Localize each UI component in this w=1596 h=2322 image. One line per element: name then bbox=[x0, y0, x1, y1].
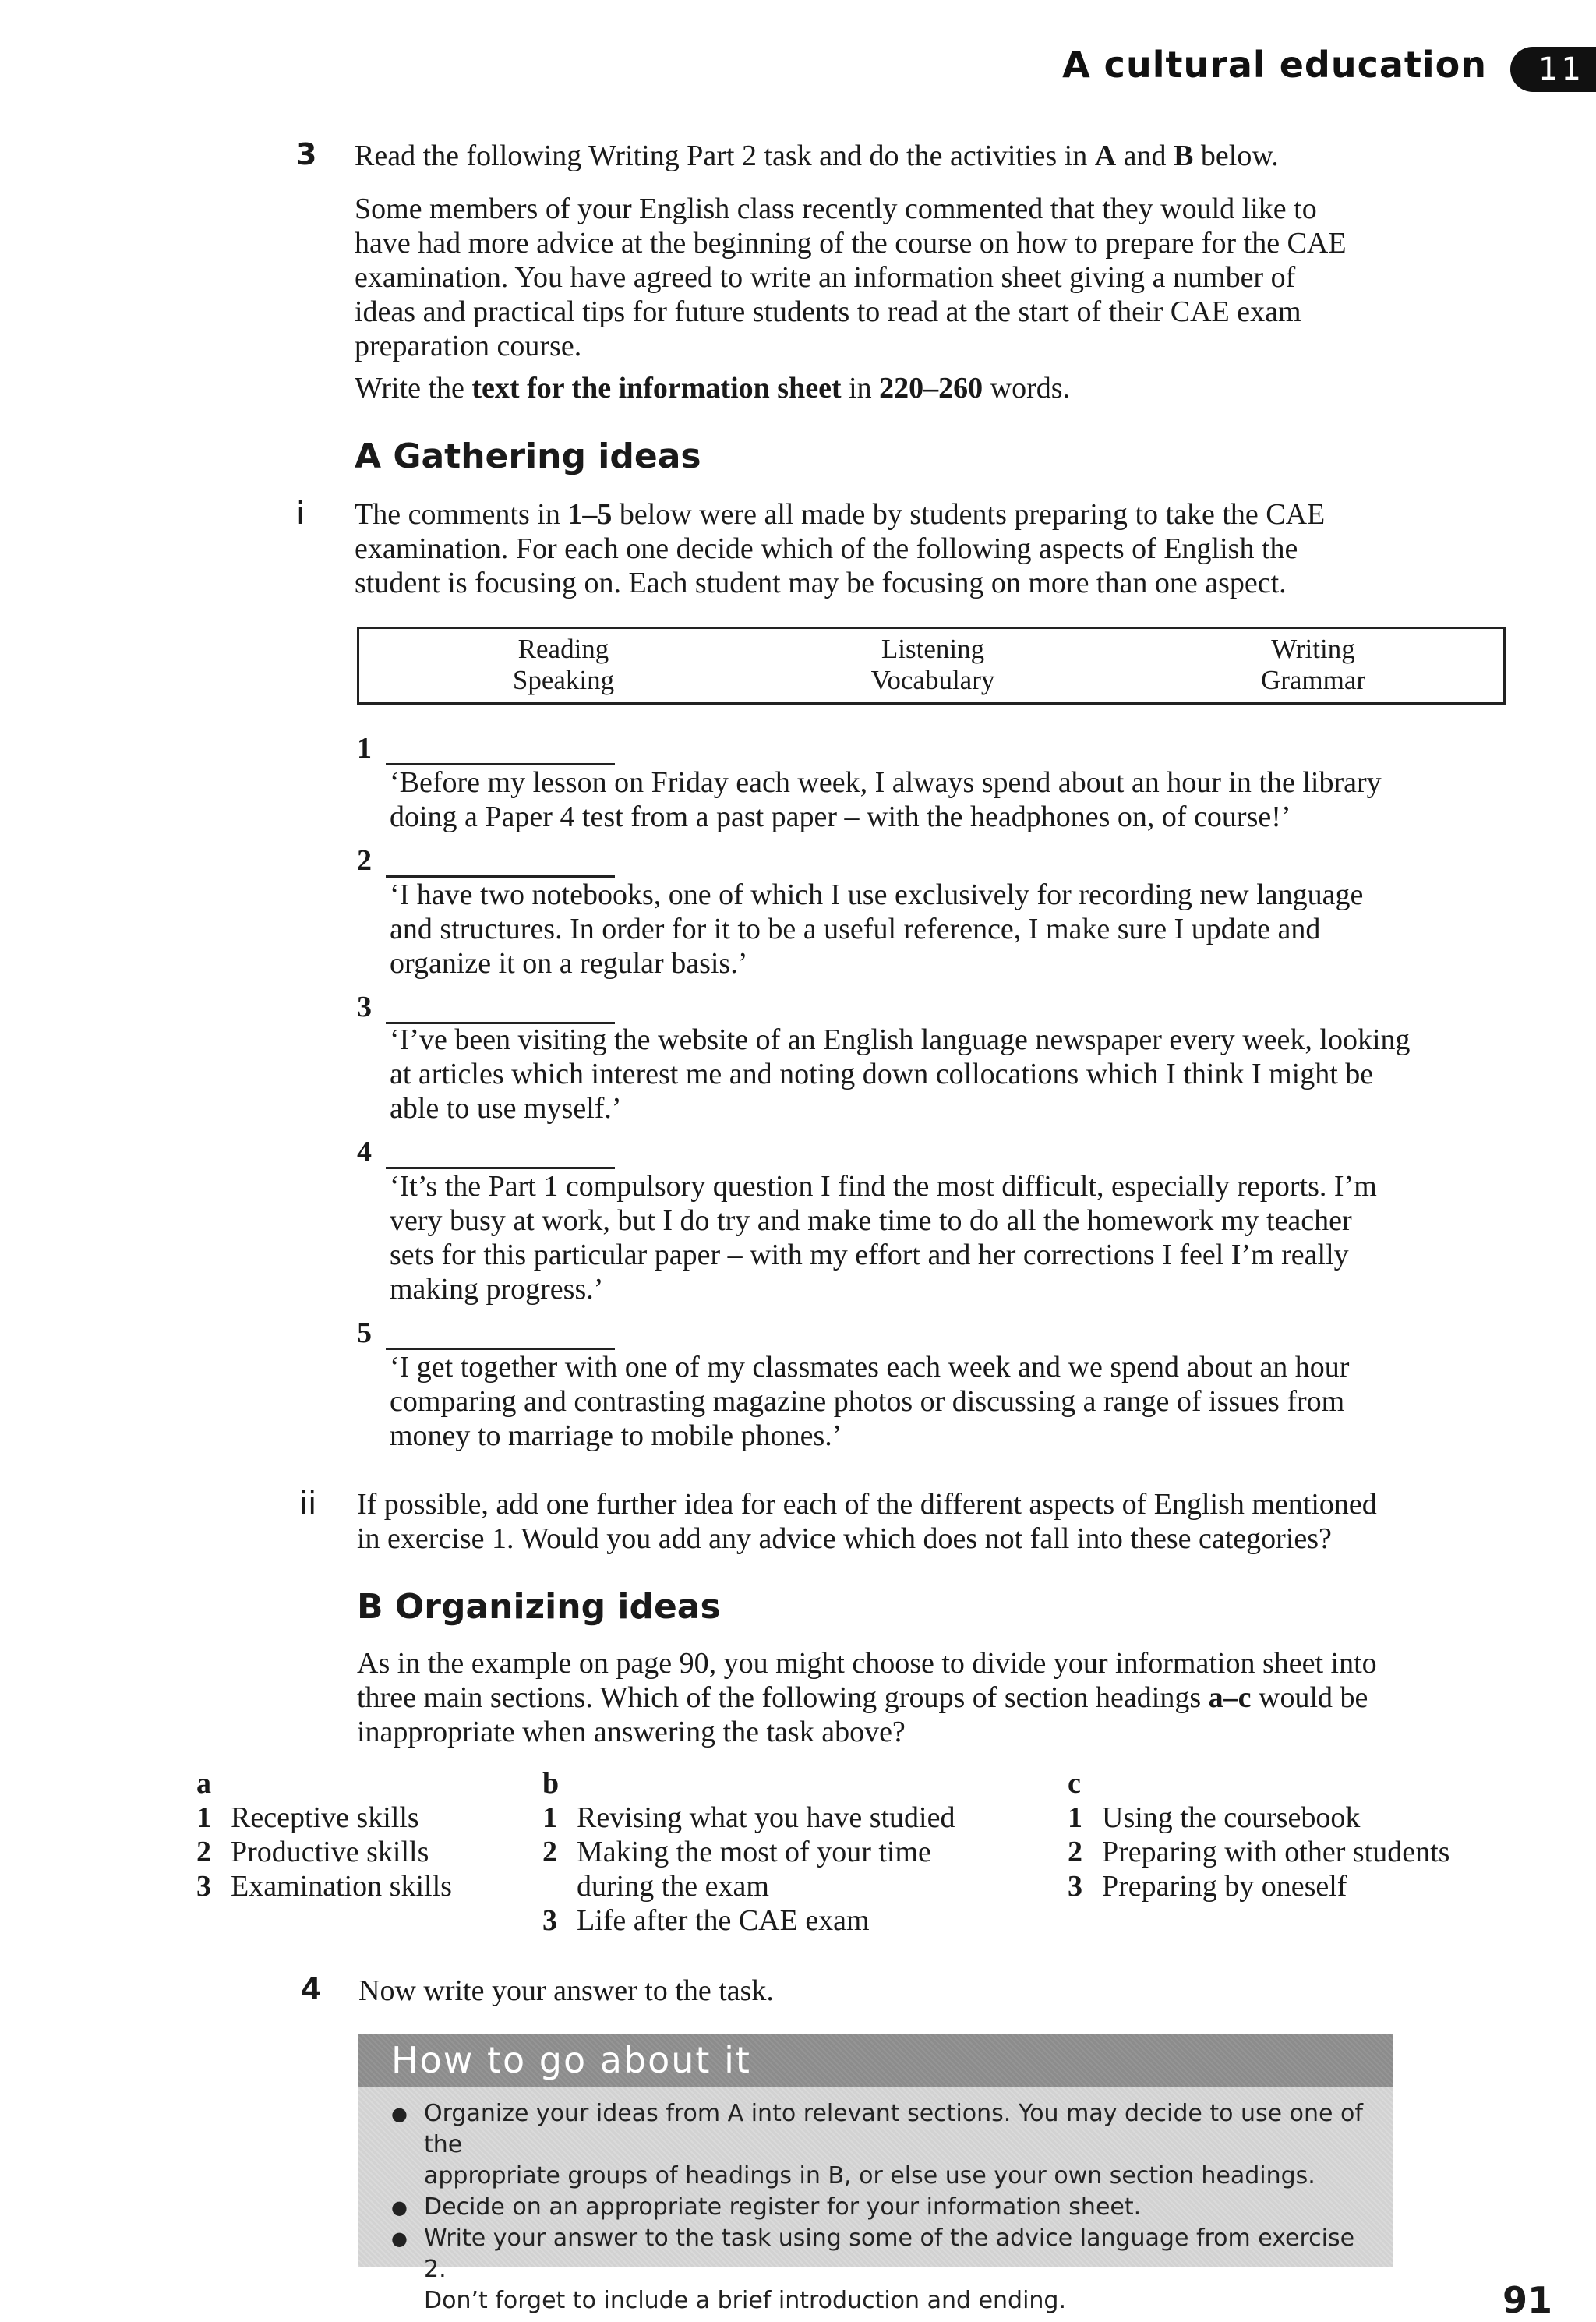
how-to-bullet: ● Organize your ideas from A into relevant sections. You may decide to use one of the appropriate groups of headings in B, or else use your own section headings. bbox=[391, 2098, 1381, 2192]
how-to-box bbox=[358, 2087, 1393, 2314]
unit-badge: 11 bbox=[1510, 47, 1596, 92]
comment-item: 4 bbox=[357, 1135, 615, 1169]
how-to-bullet: ● Decide on an appropriate register for your information sheet. bbox=[391, 2192, 1381, 2223]
section-b-heading: B Organizing ideas bbox=[357, 1587, 721, 1627]
part-i-label: i bbox=[296, 496, 305, 532]
part-ii-label: ii bbox=[299, 1486, 317, 1521]
aspect-grammar: Grammar bbox=[1260, 665, 1366, 695]
how-to-header: How to go about it bbox=[358, 2034, 1393, 2087]
how-to-bullet: ● Write your answer to the task using some of the advice language from exercise 2. Don’t forget to include a brief introduction and ending. bbox=[391, 2223, 1381, 2317]
answer-blank-1[interactable] bbox=[386, 737, 615, 765]
comment-text: ‘I’ve been visiting the website of an English language newspaper every week, looking at articles which interest me and noting down collocations which I think I might be able to use myself.’ bbox=[390, 1023, 1411, 1125]
comment-text: ‘I get together with one of my classmates each week and we spend about an hour comparing and contrasting magazine photos or discussing a range of issues from money to marriage to mobile phones.’ bbox=[390, 1351, 1350, 1452]
comment-text: ‘It’s the Part 1 compulsory question I find the most difficult, especially reports. I’m very busy at work, but I do try and make time to do all the homework my teacher sets for this particular paper – with my effort and her corrections I feel I’m really making progress.’ bbox=[390, 1170, 1377, 1306]
section-a-heading: A Gathering ideas bbox=[355, 436, 701, 476]
heading-group-b: b 1 Revising what you have studied 2 Making the most of your time during the exam 3 Life after the CAE exam bbox=[542, 1767, 955, 1937]
chapter-title: A cultural education bbox=[1062, 44, 1487, 86]
comment-item: 5 bbox=[357, 1316, 615, 1350]
exercise-3-number: 3 bbox=[296, 137, 317, 171]
comment-item: 1 bbox=[357, 731, 615, 765]
exercise-4-text: Now write your answer to the task. bbox=[358, 1974, 774, 2007]
aspects-box bbox=[357, 627, 1506, 705]
comment-item: 3 bbox=[357, 990, 615, 1024]
exercise-4-number: 4 bbox=[301, 1972, 322, 2006]
page-number: 91 bbox=[1502, 2279, 1552, 2321]
exercise-3-instruction: Read the following Writing Part 2 task and do the activities in A and B below. bbox=[355, 140, 1279, 172]
section-b-instructions: As in the example on page 90, you might choose to divide your information sheet into three main sections. Which of the following groups of section headings a–c would be inappropriate when answering the task above? bbox=[357, 1647, 1377, 1748]
task-word-count: Write the text for the information sheet in 220–260 words. bbox=[355, 372, 1071, 405]
aspect-writing: Writing bbox=[1271, 634, 1355, 664]
comment-text: ‘I have two notebooks, one of which I use exclusively for recording new language and structures. In order for it to be a useful reference, I make sure I update and organize it on a regular basis.’ bbox=[390, 878, 1364, 980]
answer-blank-2[interactable] bbox=[386, 849, 615, 878]
part-ii-text: If possible, add one further idea for each of the different aspects of English mentioned in exercise 1. Would you add any advice which does not fall into these categories? bbox=[357, 1488, 1377, 1555]
heading-group-a: a 1 Receptive skills 2 Productive skills 3 Examination skills bbox=[196, 1767, 452, 1903]
aspect-listening: Listening bbox=[881, 634, 985, 664]
answer-blank-5[interactable] bbox=[386, 1321, 615, 1350]
answer-blank-4[interactable] bbox=[386, 1140, 615, 1169]
task-description: Some members of your English class recently commented that they would like to have had more advice at the beginning of the course on how to prepare for the CAE examination. You have agreed to write an information sheet giving a number of ideas and practical tips for future students to read at the start of their CAE exam preparation course. bbox=[355, 193, 1347, 362]
comment-text: ‘Before my lesson on Friday each week, I always spend about an hour in the library doing a Paper 4 test from a past paper – with the headphones on, of course!’ bbox=[390, 766, 1382, 833]
section-a-instructions: The comments in 1–5 below were all made by students preparing to take the CAE examination. For each one decide which of the following aspects of English the student is focusing on. Each student may be focusing on more than one aspect. bbox=[355, 498, 1326, 599]
answer-blank-3[interactable] bbox=[386, 995, 615, 1024]
aspect-reading: Reading bbox=[517, 634, 609, 664]
heading-group-c: c 1 Using the coursebook 2 Preparing with other students 3 Preparing by oneself bbox=[1068, 1767, 1450, 1903]
comment-item: 2 bbox=[357, 843, 615, 878]
aspect-speaking: Speaking bbox=[512, 665, 615, 695]
aspect-vocabulary: Vocabulary bbox=[870, 665, 995, 695]
